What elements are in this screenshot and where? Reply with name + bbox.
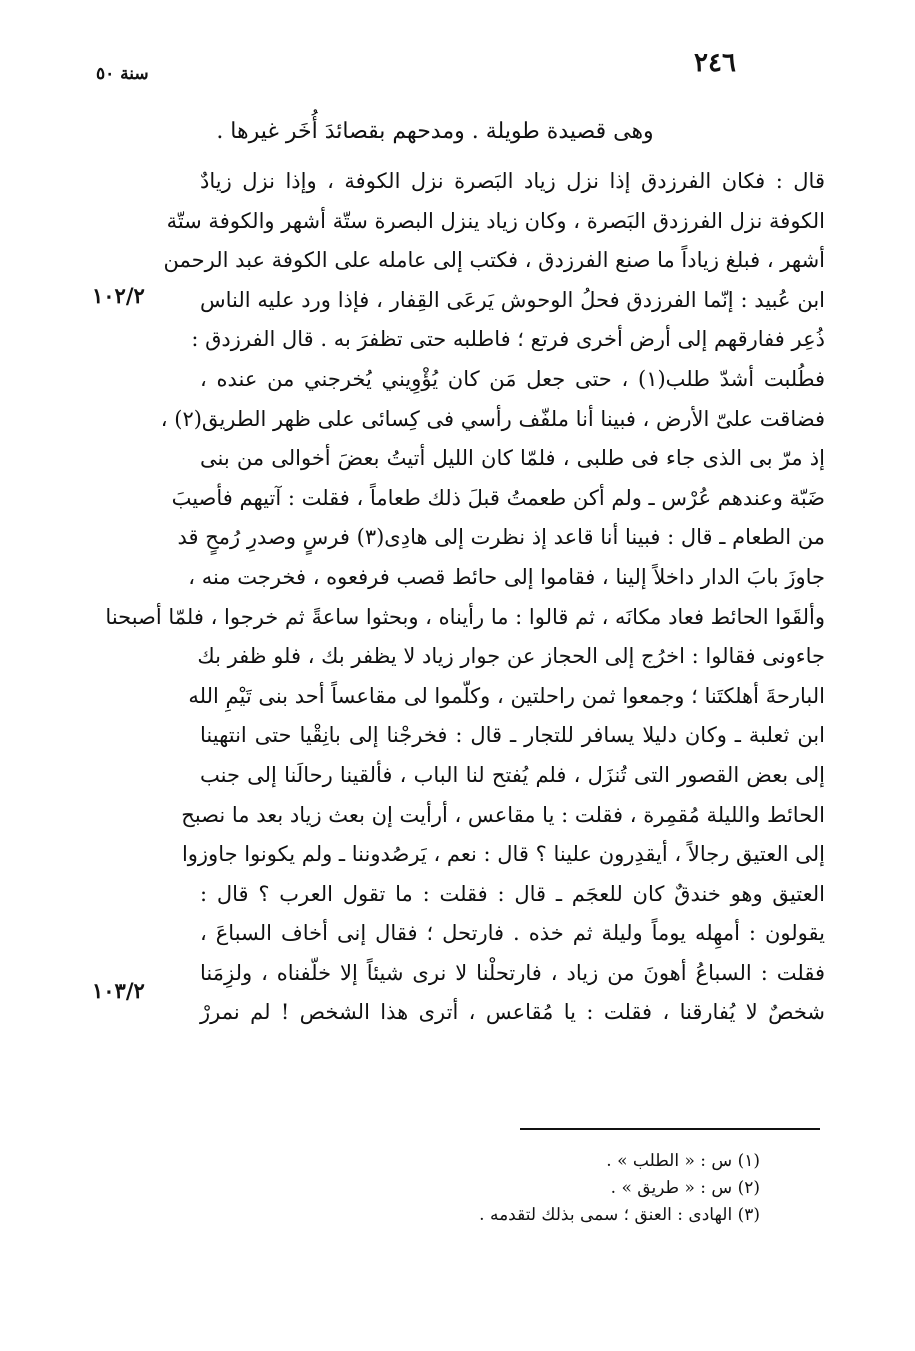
text-line: فقلت : السباعُ أهونَ من زياد ، فارتحلْنا لا نرى شيئاً إلا خلّفناه ، ولزِمَنا (200, 960, 825, 985)
text-line: قال : فكان الفرزدق إذا نزل زياد البَصرة نزل الكوفة ، وإذا نزل زيادٌ (200, 169, 825, 193)
margin-reference: ١٠٢/٢ (92, 283, 145, 308)
running-header-year: سنة ٥٠ (96, 64, 149, 84)
page-number: ٢٤٦ (694, 48, 736, 78)
text-line: الحائط والليلة مُقمِرة ، فقلت : يا مقاعس ، أرأيت إن بعث زياد بعد ما نصبح (181, 802, 825, 827)
text-line: إلى العتيق رجالاً ، أيقدِرون علينا ؟ قال : نعم ، يَرصُدوننا ـ ولم يكونوا جاوزوا (181, 842, 825, 867)
footnote: (٢) س : « طريق » . (610, 1178, 760, 1198)
text-line: الكوفة نزل الفرزدق البَصرة ، وكان زياد ينزل البصرة ستّة أشهر والكوفة ستّة (166, 208, 825, 233)
text-line: العتيق وهو خندقٌ كان للعجَم ـ قال : فقلت : ما تقول العرب ؟ قال : (200, 881, 825, 906)
text-line: وألقَوا الحائط فعاد مكانَه ، ثم قالوا : ما رأيناه ، وبحثوا ساعةً ثم خرجوا ، فلمّا أصبحنا (105, 604, 825, 629)
text-line: إلى بعض القصور التى تُنزَل ، فلم يُفتح لنا الباب ، فألقينا رحالَنا إلى جنب (200, 762, 825, 787)
text-line: من الطعام ـ قال : فبينا أنا قاعد إذ نظرت إلى هادِى(٣) فرسٍ وصدرِ رُمحٍ قد (177, 525, 825, 550)
footnotes (300, 1148, 760, 1229)
footnote: (١) س : « الطلب » . (606, 1151, 760, 1171)
text-line: فضاقت علىّ الأرض ، فبينا أنا ملفّف رأسي فى كِسائى على ظهر الطريق(٢) ، (160, 406, 825, 431)
text-line: ابن عُبيد : إنّما الفرزدق فحلُ الوحوش يَرعَى القِفار ، فإذا ورد عليه الناس (200, 287, 825, 312)
margin-reference: ١٠٣/٢ (92, 978, 145, 1003)
text-line: جاوزَ بابَ الدار داخلاً إلينا ، فقاموا إلى حائط قصب فرفعوه ، فخرجت منه ، (188, 564, 825, 589)
text-line: فطُلبت أشدّ طلب(١) ، حتى جعل مَن كان يُؤْوِيني يُخرجني من عنده ، (200, 366, 825, 391)
text-line: إذ مرّ بى الذى جاء فى طلبى ، فلمّا كان الليل أتيتُ بعضَ أخوالى من بنى (200, 446, 825, 471)
text-line: شخصٌ لا يُفارقنا ، فقلت : يا مُقاعس ، أترى هذا الشخص ! لم نمررْ (200, 1000, 825, 1025)
text-line: ابن ثعلبة ـ وكان دليلا يسافر للتجار ـ قال : فخرجْنا إلى بانِقْيا حتى انتهينا (200, 723, 825, 748)
text-line: البارحةَ أهلكتَنا ؛ وجمعوا ثمن راحلتين ، وكلّموا لى مقاعساً أحد بنى تَيْمِ الله (188, 683, 825, 708)
text-line: يقولون : أمهِله يوماً وليلة ثم خذه . فارتحل ؛ فقال إنى أخاف السباعَ ، (200, 921, 825, 946)
footnote-divider (520, 1128, 820, 1130)
text-line: ضَبّة وعندهم عُرْس ـ ولم أكن طعمتُ قبلَ ذلك طعاماً ، فقلت : آتيهم فأصيبَ (171, 485, 825, 510)
text-line: جاءونى فقالوا : اخرُج إلى الحجاز عن جوار زياد لا يظفر بك ، فلو ظفر بك (197, 644, 825, 669)
text-line: أشهر ، فبلغ زياداً ما صنع الفرزدق ، فكتب إلى عامله على الكوفة عبد الرحمن (163, 248, 825, 273)
footnote: (٣) الهادى : العنق ؛ سمى بذلك لتقدمه . (479, 1205, 760, 1225)
text-line: ذُعِر ففارقهم إلى أرض أخرى فرتع ؛ فاطلبه حتى تظفرَ به . قال الفرزدق : (191, 327, 825, 352)
intro-line: وهى قصيدة طويلة . ومدحهم بقصائدَ أُخَر غيرها . (216, 119, 654, 144)
